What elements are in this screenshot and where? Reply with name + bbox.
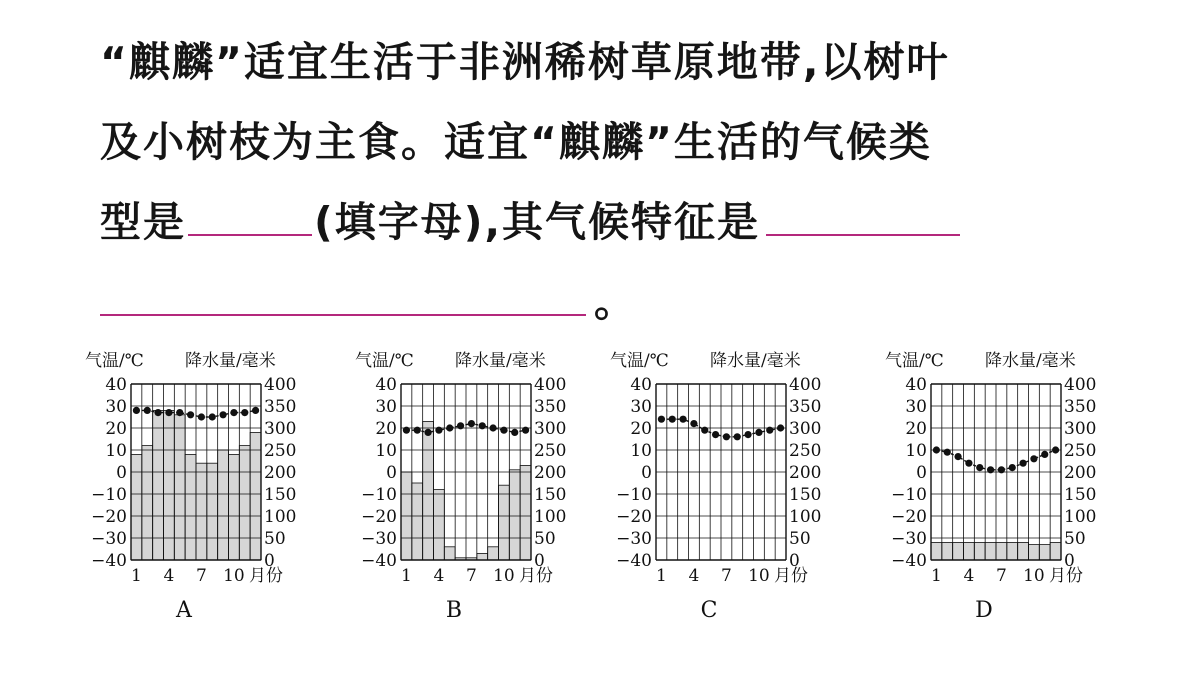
precipitation-bar-d-month-4 [964,542,975,560]
precipitation-bar-d-month-8 [1007,542,1018,560]
precipitation-tick-label: 350 [1064,397,1097,417]
precipitation-bar-d-month-12 [1050,542,1061,560]
precipitation-bar-d-month-1 [931,542,942,560]
precipitation-bar-d-month-6 [985,542,996,560]
precipitation-bar-a-month-3 [153,410,164,560]
temperature-tick-label: 30 [375,397,397,417]
month-tick-label: 10 [223,566,245,586]
temperature-tick-label: 10 [630,441,652,461]
temperature-axis-label: 气温/℃ [85,351,144,371]
month-tick-label: 1 [656,566,667,586]
temperature-tick-label: 30 [630,397,652,417]
temperature-tick-label: −10 [361,485,397,505]
month-tick-label: 7 [996,566,1007,586]
precipitation-tick-label: 50 [264,529,286,549]
temperature-tick-label: 0 [116,463,127,483]
temperature-point-c-month-3 [679,416,686,423]
temperature-point-b-month-2 [414,427,421,434]
precipitation-tick-label: 400 [264,375,297,395]
precipitation-bar-b-month-2 [412,483,423,560]
precipitation-tick-label: 50 [1064,529,1086,549]
temperature-point-c-month-1 [658,416,665,423]
temperature-point-c-month-8 [734,433,741,440]
chart-label-b: B [445,598,463,623]
precipitation-tick-label: 0 [789,551,800,571]
temperature-point-b-month-3 [424,429,431,436]
precipitation-tick-label: 300 [264,419,297,439]
temperature-point-a-month-2 [144,407,151,414]
precipitation-bar-a-month-6 [185,454,196,560]
temperature-point-b-month-6 [457,422,464,429]
temperature-tick-label: −20 [616,507,652,527]
precipitation-bar-a-month-10 [229,454,240,560]
temperature-tick-label: 30 [105,397,127,417]
precipitation-tick-label: 300 [534,419,567,439]
precipitation-tick-label: 250 [534,441,567,461]
month-tick-label: 4 [163,566,175,586]
temperature-point-d-month-10 [1030,455,1037,462]
temperature-tick-label: 10 [905,441,927,461]
month-tick-label: 10 [493,566,515,586]
climate-chart-d-svg [885,340,1115,630]
precipitation-axis-label: 降水量/毫米 [710,351,801,371]
precipitation-bar-a-month-2 [142,446,153,560]
question-line-3 [100,182,1100,262]
month-tick-label: 10 [748,566,770,586]
month-tick-label: 7 [721,566,732,586]
climate-chart-a [85,340,315,630]
temperature-point-b-month-12 [522,427,529,434]
temperature-tick-label: −30 [891,529,927,549]
precipitation-tick-label: 100 [264,507,297,527]
temperature-tick-label: −10 [891,485,927,505]
answer-blank-feature-1[interactable] [766,186,960,236]
temperature-point-d-month-8 [1009,464,1016,471]
temperature-tick-label: −40 [891,551,927,571]
temperature-tick-label: 0 [386,463,397,483]
question-line-1-text: “麒麟”适宜生活于非洲稀树草原地带,以树叶 [100,38,950,86]
precipitation-tick-label: 150 [264,485,297,505]
precipitation-bar-d-month-10 [1029,545,1040,560]
temperature-point-a-month-8 [209,413,216,420]
precipitation-tick-label: 350 [264,397,297,417]
temperature-point-d-month-1 [933,446,940,453]
climate-chart-c-svg [610,340,840,630]
precipitation-tick-label: 0 [264,551,275,571]
precipitation-tick-label: 100 [1064,507,1097,527]
month-tick-label: 1 [931,566,942,586]
question-period: 。 [594,278,637,326]
temperature-point-c-month-9 [744,431,751,438]
temperature-tick-label: −10 [616,485,652,505]
temperature-axis-label: 气温/℃ [355,351,414,371]
climate-chart-a-svg [85,340,315,630]
answer-blank-letter[interactable] [188,186,312,236]
temperature-point-d-month-12 [1052,446,1059,453]
month-unit-label: 月份 [1049,566,1083,586]
precipitation-tick-label: 0 [534,551,545,571]
temperature-tick-label: −30 [616,529,652,549]
temperature-point-c-month-12 [777,424,784,431]
question-line-2 [100,102,1100,182]
temperature-axis-label: 气温/℃ [610,351,669,371]
precipitation-tick-label: 250 [789,441,822,461]
precipitation-bar-a-month-9 [218,450,229,560]
temperature-tick-label: 20 [905,419,927,439]
precipitation-bar-b-month-9 [488,547,499,560]
precipitation-tick-label: 200 [534,463,567,483]
climate-chart-b [355,340,585,630]
precipitation-axis-label: 降水量/毫米 [185,351,276,371]
chart-label-c: C [700,598,718,623]
month-unit-label: 月份 [519,566,553,586]
temperature-tick-label: −20 [361,507,397,527]
precipitation-tick-label: 0 [1064,551,1075,571]
temperature-tick-label: 10 [375,441,397,461]
precipitation-tick-label: 350 [789,397,822,417]
temperature-point-c-month-4 [690,420,697,427]
temperature-tick-label: 0 [641,463,652,483]
precipitation-bar-d-month-11 [1039,545,1050,560]
month-tick-label: 1 [131,566,142,586]
precipitation-tick-label: 200 [1064,463,1097,483]
precipitation-tick-label: 100 [789,507,822,527]
temperature-tick-label: 40 [905,375,927,395]
temperature-tick-label: 40 [375,375,397,395]
temperature-point-b-month-10 [500,427,507,434]
precipitation-bar-b-month-8 [477,553,488,560]
temperature-tick-label: −30 [361,529,397,549]
temperature-point-c-month-11 [766,427,773,434]
temperature-tick-label: 30 [905,397,927,417]
precipitation-bar-a-month-8 [207,463,218,560]
precipitation-bar-a-month-1 [131,454,142,560]
month-tick-label: 7 [196,566,207,586]
precipitation-tick-label: 150 [1064,485,1097,505]
precipitation-tick-label: 400 [789,375,822,395]
precipitation-tick-label: 250 [1064,441,1097,461]
precipitation-tick-label: 300 [1064,419,1097,439]
month-tick-label: 4 [433,566,445,586]
precipitation-tick-label: 200 [789,463,822,483]
temperature-point-b-month-11 [511,429,518,436]
temperature-point-a-month-11 [241,409,248,416]
temperature-point-d-month-5 [976,464,983,471]
precipitation-bar-a-month-4 [164,410,175,560]
temperature-point-c-month-10 [755,429,762,436]
month-tick-label: 10 [1023,566,1045,586]
temperature-point-a-month-6 [187,411,194,418]
temperature-point-a-month-4 [165,409,172,416]
precipitation-tick-label: 300 [789,419,822,439]
temperature-point-b-month-7 [468,420,475,427]
question-text [100,22,1100,342]
precipitation-tick-label: 350 [534,397,567,417]
temperature-point-a-month-12 [252,407,259,414]
precipitation-bar-b-month-12 [520,465,531,560]
temperature-tick-label: −40 [91,551,127,571]
precipitation-tick-label: 50 [534,529,556,549]
precipitation-axis-label: 降水量/毫米 [985,351,1076,371]
answer-blank-feature-2[interactable] [100,266,586,316]
temperature-point-d-month-11 [1041,451,1048,458]
precipitation-bar-d-month-5 [974,542,985,560]
question-line-2-text: 及小树枝为主食。适宜“麒麟”生活的气候类 [100,118,932,166]
temperature-tick-label: −40 [361,551,397,571]
temperature-point-b-month-4 [435,427,442,434]
temperature-tick-label: 40 [105,375,127,395]
temperature-point-d-month-3 [954,453,961,460]
month-tick-label: 4 [688,566,700,586]
temperature-point-c-month-5 [701,427,708,434]
chart-label-d: D [975,598,993,623]
temperature-point-a-month-10 [230,409,237,416]
temperature-point-d-month-4 [965,460,972,467]
precipitation-axis-label: 降水量/毫米 [455,351,546,371]
temperature-point-c-month-2 [669,416,676,423]
temperature-tick-label: −10 [91,485,127,505]
precipitation-tick-label: 150 [534,485,567,505]
question-line-1 [100,22,1100,102]
month-tick-label: 7 [466,566,477,586]
precipitation-bar-b-month-3 [423,421,434,560]
month-tick-label: 1 [401,566,412,586]
temperature-point-a-month-1 [133,407,140,414]
chart-label-a: A [176,598,192,623]
question-line-3a-text: 型是 [100,198,186,246]
climate-charts [0,340,1200,640]
climate-chart-b-svg [355,340,585,630]
temperature-point-d-month-2 [944,449,951,456]
temperature-point-b-month-5 [446,424,453,431]
temperature-point-a-month-3 [154,409,161,416]
temperature-tick-label: 20 [630,419,652,439]
temperature-axis-label: 气温/℃ [885,351,944,371]
month-tick-label: 4 [963,566,975,586]
temperature-tick-label: 40 [630,375,652,395]
temperature-point-b-month-1 [403,427,410,434]
temperature-point-d-month-7 [998,466,1005,473]
precipitation-tick-label: 400 [534,375,567,395]
precipitation-tick-label: 400 [1064,375,1097,395]
temperature-point-b-month-8 [479,422,486,429]
question-line-3b-text: (填字母),其气候特征是 [314,198,761,246]
precipitation-bar-d-month-9 [1018,542,1029,560]
precipitation-bar-d-month-3 [953,542,964,560]
temperature-point-c-month-6 [712,431,719,438]
temperature-tick-label: 20 [375,419,397,439]
precipitation-bar-d-month-7 [996,542,1007,560]
precipitation-tick-label: 100 [534,507,567,527]
precipitation-tick-label: 200 [264,463,297,483]
precipitation-tick-label: 150 [789,485,822,505]
precipitation-bar-b-month-4 [434,490,445,560]
temperature-point-a-month-7 [198,413,205,420]
temperature-point-a-month-9 [219,411,226,418]
temperature-tick-label: −20 [891,507,927,527]
precipitation-bar-a-month-12 [250,432,261,560]
climate-chart-c [610,340,840,630]
temperature-tick-label: 10 [105,441,127,461]
precipitation-bar-a-month-7 [196,463,207,560]
climate-chart-d [885,340,1115,630]
temperature-point-d-month-6 [987,466,994,473]
temperature-tick-label: −30 [91,529,127,549]
precipitation-tick-label: 250 [264,441,297,461]
precipitation-bar-b-month-11 [509,470,520,560]
precipitation-bar-d-month-2 [942,542,953,560]
month-unit-label: 月份 [249,566,283,586]
temperature-tick-label: −40 [616,551,652,571]
question-line-4 [100,262,1100,342]
temperature-tick-label: 0 [916,463,927,483]
temperature-point-a-month-5 [176,409,183,416]
temperature-point-b-month-9 [489,424,496,431]
temperature-point-d-month-9 [1019,460,1026,467]
temperature-point-c-month-7 [723,433,730,440]
precipitation-bar-b-month-10 [499,485,510,560]
temperature-tick-label: 20 [105,419,127,439]
precipitation-bar-a-month-11 [239,446,250,560]
temperature-tick-label: −20 [91,507,127,527]
precipitation-tick-label: 50 [789,529,811,549]
month-unit-label: 月份 [774,566,808,586]
precipitation-bar-b-month-5 [444,547,455,560]
